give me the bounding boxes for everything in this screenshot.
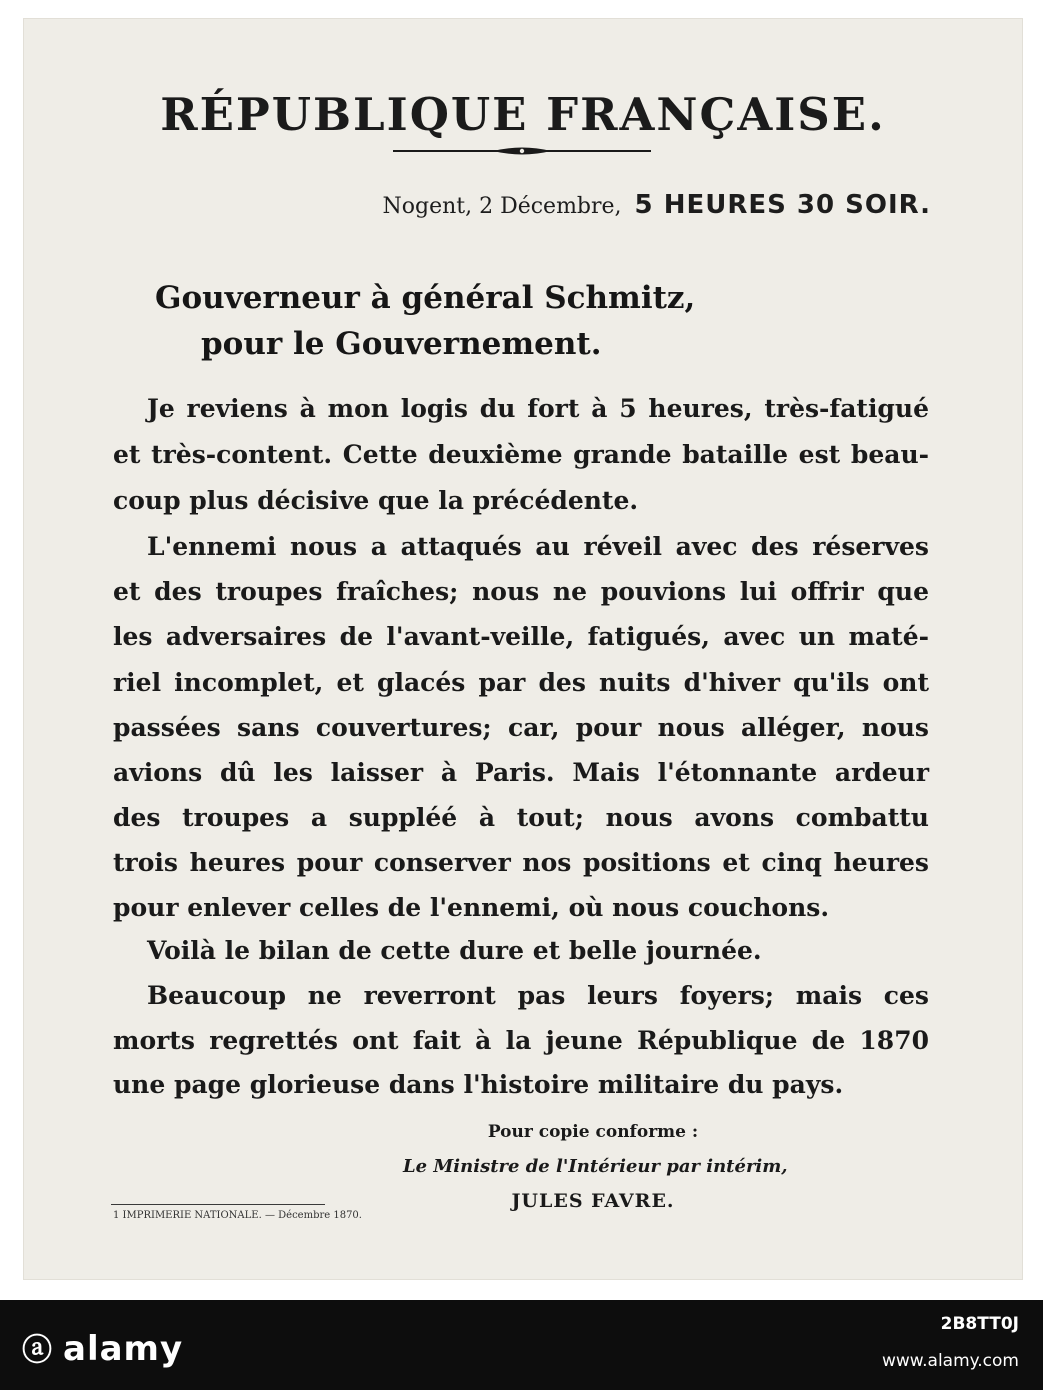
alamy-a-icon: ⓐ bbox=[22, 1333, 53, 1368]
ornamental-divider bbox=[393, 145, 651, 157]
body-line: et des troupes fraîches; nous ne pouvions lui offrir que bbox=[113, 577, 929, 606]
body-line: coup plus décisive que la précédente. bbox=[113, 486, 639, 515]
body-line: Voilà le bilan de cette dure et belle journée. bbox=[147, 936, 762, 965]
alamy-logo[interactable] bbox=[22, 1325, 183, 1369]
logo-text: alamy bbox=[63, 1329, 184, 1369]
body-line: pour enlever celles de l'ennemi, où nous couchons. bbox=[113, 893, 830, 922]
printer-imprint: 1 IMPRIMERIE NATIONALE. — Décembre 1870. bbox=[113, 1210, 362, 1221]
body-line: des troupes a suppléé à tout; nous avons combattu bbox=[113, 803, 929, 832]
dateline-time: 5 HEURES 30 SOIR. bbox=[634, 190, 931, 220]
body-line: Je reviens à mon logis du fort à 5 heures, très-fatigué bbox=[147, 394, 929, 423]
body-line: les adversaires de l'avant-veille, fatigués, avec un maté- bbox=[113, 622, 929, 651]
body-line: trois heures pour conserver nos positions et cinq heures bbox=[113, 848, 929, 877]
body-line: avions dû les laisser à Paris. Mais l'étonnante ardeur bbox=[113, 758, 929, 787]
body-line: passées sans couvertures; car, pour nous alléger, nous bbox=[113, 713, 929, 742]
body-line: riel incomplet, et glacés par des nuits d'hiver qu'ils ont bbox=[113, 668, 929, 697]
body-line: Beaucoup ne reverront pas leurs foyers; mais ces bbox=[147, 981, 929, 1010]
signature-copy-note: Pour copie conforme : bbox=[487, 1122, 699, 1142]
signature-name: JULES FAVRE. bbox=[511, 1190, 675, 1212]
imprint-divider bbox=[111, 1204, 325, 1205]
body-line: L'ennemi nous a attaqués au réveil avec des réserves bbox=[147, 532, 929, 561]
dateline bbox=[382, 190, 931, 220]
poster-title: RÉPUBLIQUE FRANÇAISE. bbox=[160, 88, 886, 141]
body-line: une page glorieuse dans l'histoire militaire du pays. bbox=[113, 1070, 844, 1099]
body-line: et très-content. Cette deuxième grande bataille est beau- bbox=[113, 440, 929, 469]
stock-image-id: 2B8TT0J bbox=[940, 1314, 1019, 1334]
poster-sheet bbox=[23, 18, 1023, 1280]
body-line: morts regrettés ont fait à la jeune République de 1870 bbox=[113, 1026, 929, 1055]
heading-line-1: Gouverneur à général Schmitz, bbox=[155, 280, 696, 316]
signature-minister-title: Le Ministre de l'Intérieur par intérim, bbox=[403, 1156, 788, 1177]
heading-line-2: pour le Gouvernement. bbox=[201, 326, 602, 362]
stock-url-link[interactable]: www.alamy.com bbox=[881, 1351, 1019, 1371]
dateline-place-date: Nogent, 2 Décembre, bbox=[382, 194, 622, 219]
